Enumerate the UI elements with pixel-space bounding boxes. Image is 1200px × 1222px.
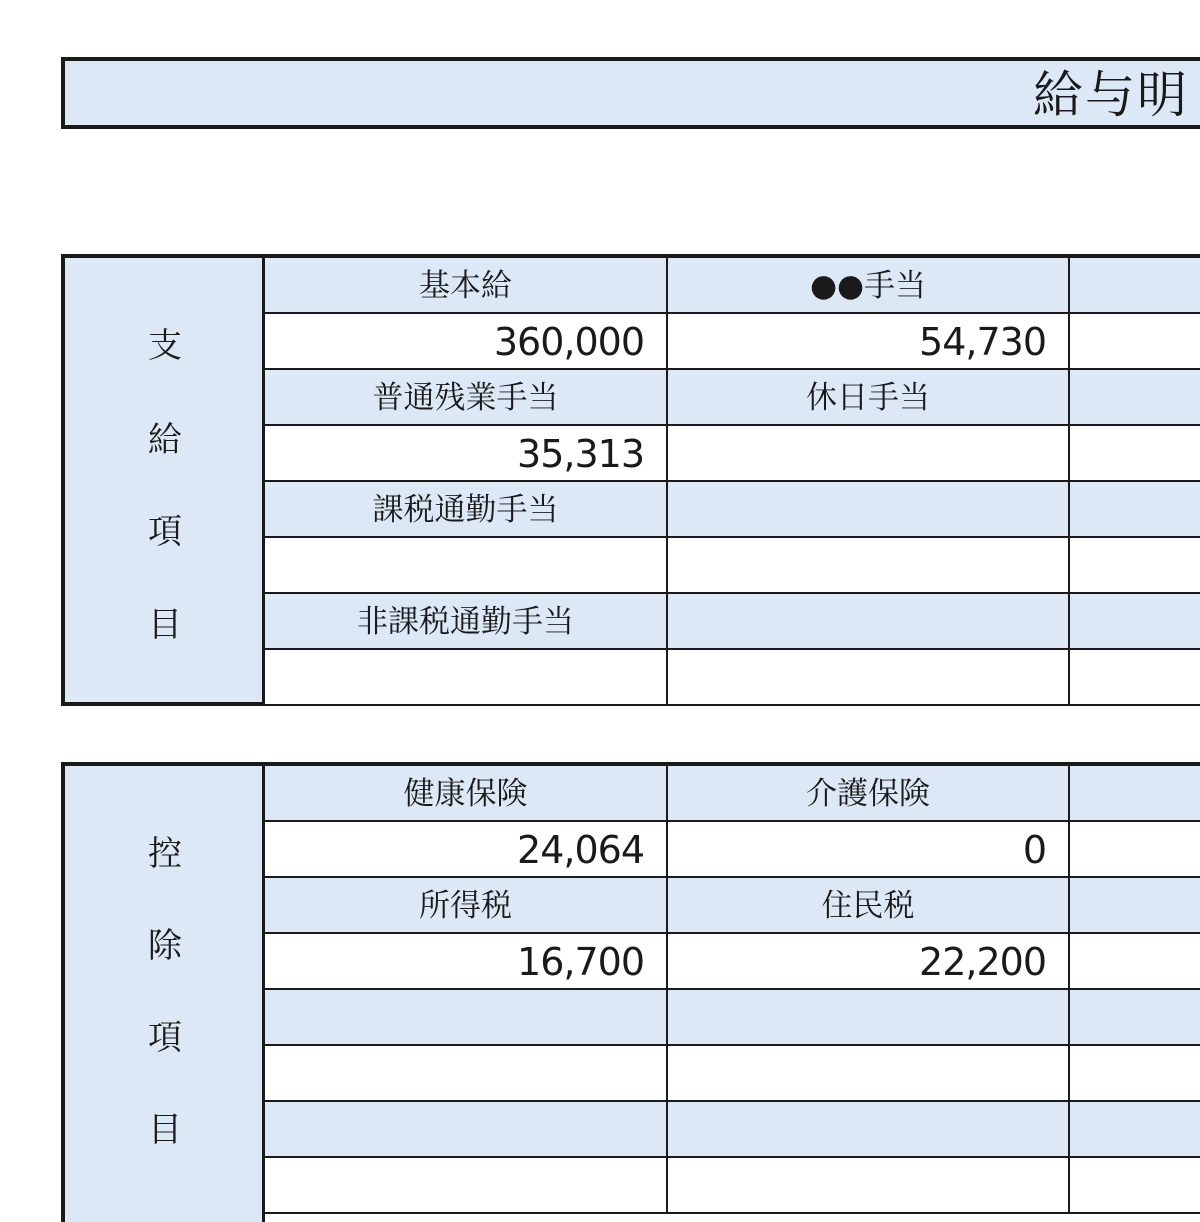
amount-value: 360,000 <box>493 320 644 364</box>
item-label-cell <box>668 370 1070 424</box>
deduction-section <box>61 762 1200 1222</box>
deduction-label-char: 控 <box>148 834 182 874</box>
item-label-cell <box>668 482 1070 536</box>
item-label-cell <box>668 258 1070 312</box>
item-label: 住民税 <box>821 888 915 924</box>
payment-label-char: 項 <box>148 512 182 552</box>
deduction-label-char: 項 <box>148 1018 182 1058</box>
item-label-cell <box>1070 1102 1200 1156</box>
amount-cell[interactable] <box>1070 426 1200 480</box>
amount-cell[interactable] <box>1070 1046 1200 1100</box>
item-label-cell <box>1070 878 1200 932</box>
amount-cell[interactable] <box>265 1046 668 1100</box>
item-label: 課税通勤手当 <box>372 492 559 528</box>
amount-value: 35,313 <box>517 432 644 476</box>
amount-cell[interactable] <box>1070 934 1200 988</box>
payment-value-row <box>265 650 1200 706</box>
item-label: 普通残業手当 <box>372 380 559 416</box>
deduction-value-row <box>265 1158 1200 1214</box>
amount-cell[interactable] <box>1070 822 1200 876</box>
item-label-cell <box>265 482 668 536</box>
item-label-cell <box>1070 258 1200 312</box>
deduction-header-row <box>265 1102 1200 1158</box>
title-bar <box>61 57 1200 129</box>
deduction-header-row <box>265 878 1200 934</box>
payment-header-row <box>265 594 1200 650</box>
item-label-cell <box>265 878 668 932</box>
deduction-header-row <box>265 990 1200 1046</box>
payment-value-row <box>265 314 1200 370</box>
payment-side-label <box>65 258 265 702</box>
item-label-cell <box>668 594 1070 648</box>
item-label-cell <box>1070 990 1200 1044</box>
item-label-cell <box>265 766 668 820</box>
item-label-cell <box>265 1102 668 1156</box>
item-label-cell <box>668 1102 1070 1156</box>
item-label: 介護保険 <box>806 776 930 812</box>
amount-value: 22,200 <box>919 940 1046 984</box>
amount-cell[interactable] <box>265 934 668 988</box>
payment-header-row <box>265 258 1200 314</box>
amount-cell[interactable] <box>668 426 1070 480</box>
item-label: 休日手当 <box>806 380 930 416</box>
item-label-cell <box>265 990 668 1044</box>
amount-value: 16,700 <box>517 940 644 984</box>
item-label-cell <box>668 766 1070 820</box>
payment-section <box>61 254 1200 706</box>
amount-cell[interactable] <box>668 1046 1070 1100</box>
deduction-value-row <box>265 934 1200 990</box>
deduction-label-char: 目 <box>148 1110 182 1150</box>
item-label: ●●手当 <box>809 268 927 304</box>
amount-cell[interactable] <box>668 934 1070 988</box>
amount-cell[interactable] <box>265 314 668 368</box>
page-title: 給与明 <box>1033 66 1189 124</box>
item-label-cell <box>1070 766 1200 820</box>
deduction-value-row <box>265 822 1200 878</box>
amount-cell[interactable] <box>1070 538 1200 592</box>
amount-cell[interactable] <box>265 426 668 480</box>
item-label-cell <box>668 878 1070 932</box>
item-label-cell <box>1070 370 1200 424</box>
amount-cell[interactable] <box>668 538 1070 592</box>
deduction-value-row <box>265 1046 1200 1102</box>
amount-cell[interactable] <box>265 538 668 592</box>
amount-cell[interactable] <box>668 1158 1070 1212</box>
deduction-label-char: 除 <box>148 926 182 966</box>
amount-cell[interactable] <box>265 650 668 704</box>
item-label-cell <box>265 370 668 424</box>
item-label: 所得税 <box>419 888 512 924</box>
amount-value: 0 <box>1022 828 1046 872</box>
payment-value-row <box>265 426 1200 482</box>
item-label: 非課税通勤手当 <box>357 604 574 640</box>
payment-header-row <box>265 370 1200 426</box>
amount-cell[interactable] <box>668 314 1070 368</box>
payment-label-char: 支 <box>148 326 182 366</box>
payment-header-row <box>265 482 1200 538</box>
amount-value: 54,730 <box>919 320 1046 364</box>
amount-value: 24,064 <box>517 828 644 872</box>
payment-value-row <box>265 538 1200 594</box>
item-label-cell <box>265 594 668 648</box>
payment-label-char: 給 <box>148 420 182 460</box>
amount-cell[interactable] <box>1070 650 1200 704</box>
amount-cell[interactable] <box>265 822 668 876</box>
amount-cell[interactable] <box>265 1158 668 1212</box>
item-label-cell <box>265 258 668 312</box>
deduction-side-label <box>65 766 265 1222</box>
payment-label-char: 目 <box>148 605 182 645</box>
item-label-cell <box>1070 594 1200 648</box>
item-label-cell <box>1070 482 1200 536</box>
amount-cell[interactable] <box>668 822 1070 876</box>
item-label: 基本給 <box>419 268 512 304</box>
amount-cell[interactable] <box>1070 314 1200 368</box>
deduction-header-row <box>265 766 1200 822</box>
item-label-cell <box>668 990 1070 1044</box>
amount-cell[interactable] <box>668 650 1070 704</box>
amount-cell[interactable] <box>1070 1158 1200 1212</box>
item-label: 健康保険 <box>403 776 528 812</box>
